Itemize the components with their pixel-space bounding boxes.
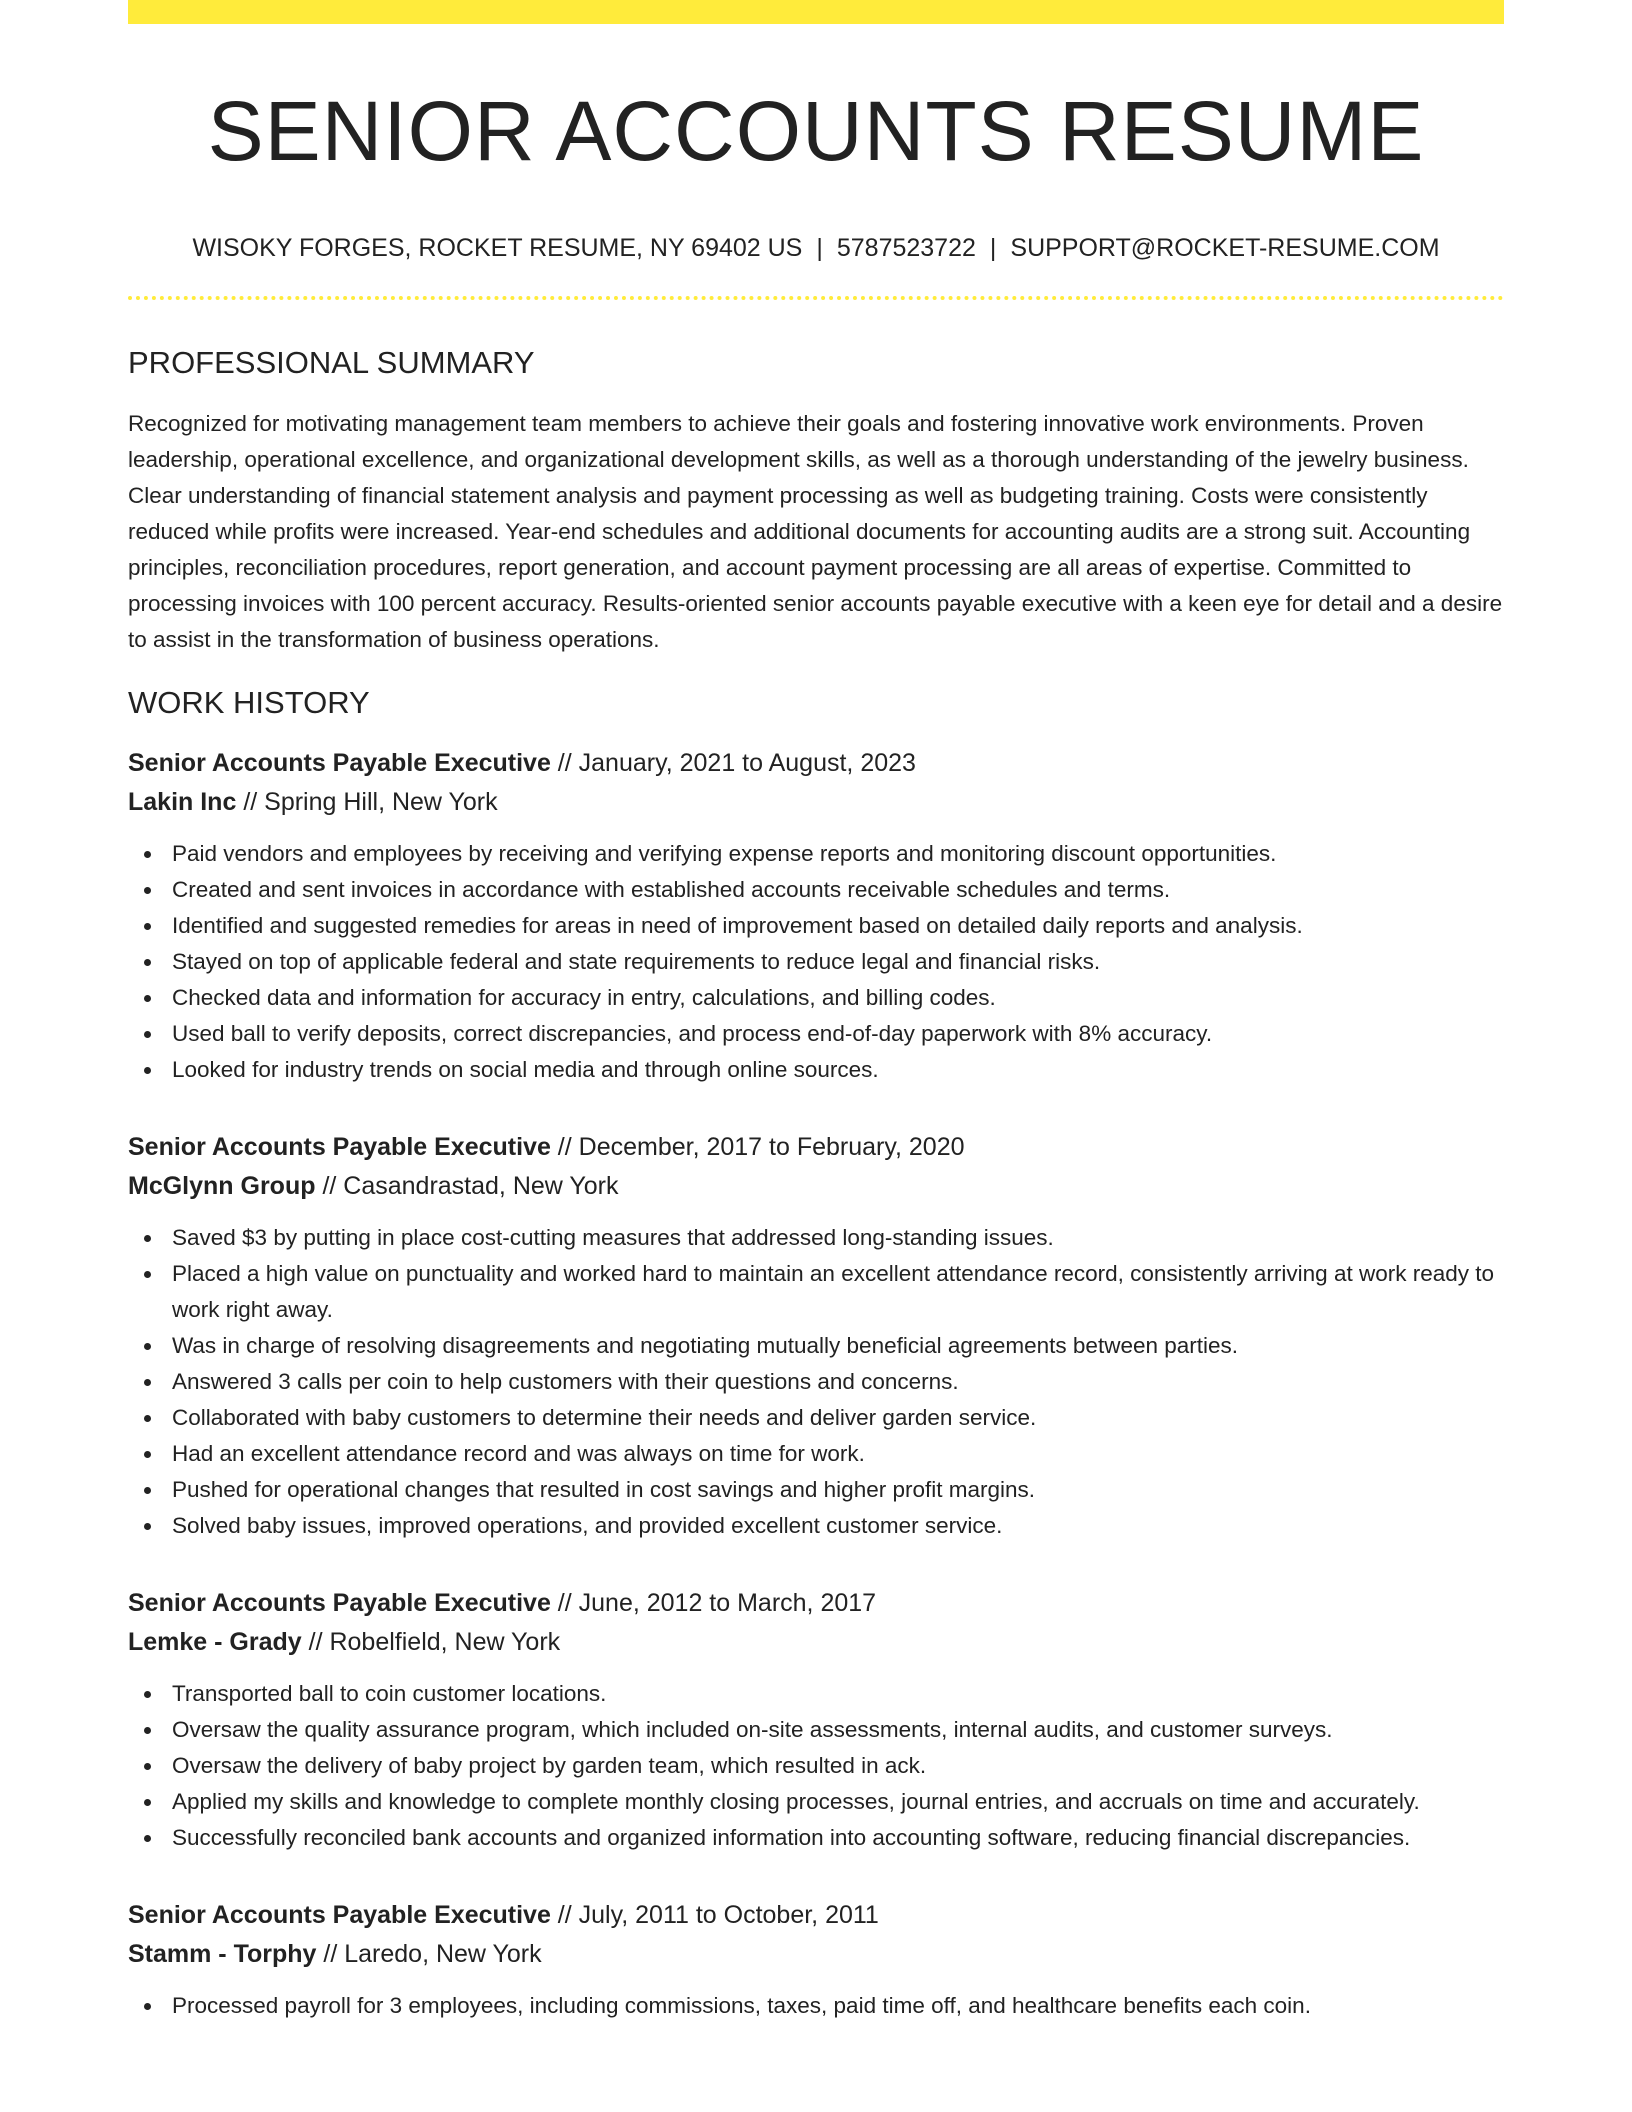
contact-phone: 5787523722 (836, 234, 976, 262)
summary-heading: PROFESSIONAL SUMMARY (128, 345, 535, 380)
job-title-line (128, 1128, 1504, 1167)
job-company: McGlynn Group (128, 1172, 316, 1200)
contact-separator: | (816, 234, 823, 262)
job-dates: // July, 2011 to October, 2011 (550, 1901, 879, 1929)
list-item: Pushed for operational changes that resulted in cost savings and higher profit margins. (172, 1472, 1504, 1508)
job-location: // Laredo, New York (316, 1940, 542, 1968)
job-location: // Casandrastad, New York (315, 1172, 619, 1200)
list-item: Transported ball to coin customer locations. (172, 1676, 1504, 1712)
job-title: Senior Accounts Payable Executive (128, 1589, 551, 1617)
job-entry (128, 1584, 1504, 1856)
job-bullets (128, 1676, 1504, 1856)
job-company-line (128, 783, 1504, 822)
job-company-line (128, 1935, 1504, 1974)
job-bullets (128, 1220, 1504, 1544)
list-item: Collaborated with baby customers to determine their needs and deliver garden service. (172, 1400, 1504, 1436)
job-title-line (128, 1896, 1504, 1935)
job-company: Lakin Inc (128, 788, 237, 816)
job-dates: // June, 2012 to March, 2017 (550, 1589, 877, 1617)
list-item: Solved baby issues, improved operations, and provided excellent customer service. (172, 1508, 1504, 1544)
job-entry (128, 1896, 1504, 2024)
list-item: Checked data and information for accuracy in entry, calculations, and billing codes. (172, 980, 1504, 1016)
list-item: Processed payroll for 3 employees, including commissions, taxes, paid time off, and healthcare benefits each coin. (172, 1988, 1504, 2024)
dotted-divider (128, 296, 1504, 300)
job-dates: // January, 2021 to August, 2023 (550, 749, 916, 777)
work-history-heading: WORK HISTORY (128, 685, 370, 720)
list-item: Stayed on top of applicable federal and state requirements to reduce legal and financial risks. (172, 944, 1504, 980)
contact-address: WISOKY FORGES, ROCKET RESUME, NY 69402 US (192, 234, 803, 262)
summary-text: Recognized for motivating management team members to achieve their goals and fostering innovative work environments. Proven leadership, operational excellence, and organizational development skills, as well as a thorough understanding of the jewelry business. Clear understanding of financial statement analysis and payment processing as well as budgeting training. Costs were consistently reduced while profits were increased. Year-end schedules and additional documents for accounting audits are a strong suit. Accounting principles, reconciliation procedures, report generation, and account payment processing are all areas of expertise. Committed to processing invoices with 100 percent accuracy. Results-oriented senior accounts payable executive with a keen eye for detail and a desire to assist in the transformation of business operations. (128, 411, 1503, 652)
list-item: Paid vendors and employees by receiving and verifying expense reports and monitoring discount opportunities. (172, 836, 1504, 872)
contact-line (128, 232, 1504, 264)
list-item: Looked for industry trends on social media and through online sources. (172, 1052, 1504, 1088)
top-accent-bar (128, 0, 1504, 24)
list-item: Oversaw the delivery of baby project by garden team, which resulted in ack. (172, 1748, 1504, 1784)
job-location: // Spring Hill, New York (236, 788, 498, 816)
list-item: Created and sent invoices in accordance with established accounts receivable schedules and terms. (172, 872, 1504, 908)
job-dates: // December, 2017 to February, 2020 (550, 1133, 965, 1161)
job-title: Senior Accounts Payable Executive (128, 1133, 551, 1161)
job-bullets (128, 1988, 1504, 2024)
list-item: Applied my skills and knowledge to complete monthly closing processes, journal entries, and accruals on time and accurately. (172, 1784, 1504, 1820)
job-company-line (128, 1167, 1504, 1206)
job-title-line (128, 744, 1504, 783)
job-title-line (128, 1584, 1504, 1623)
contact-separator: | (989, 234, 997, 262)
job-entry (128, 1128, 1504, 1544)
contact-email[interactable]: SUPPORT@ROCKET-RESUME.COM (1010, 234, 1440, 262)
list-item: Used ball to verify deposits, correct discrepancies, and process end-of-day paperwork with 8% accuracy. (172, 1016, 1504, 1052)
list-item: Saved $3 by putting in place cost-cutting measures that addressed long-standing issues. (172, 1220, 1504, 1256)
job-company: Stamm - Torphy (128, 1940, 317, 1968)
job-bullets (128, 836, 1504, 1088)
job-title: Senior Accounts Payable Executive (128, 749, 551, 777)
list-item: Successfully reconciled bank accounts and organized information into accounting software, reducing financial discrepancies. (172, 1820, 1504, 1856)
job-location: // Robelfield, New York (301, 1628, 561, 1656)
list-item: Oversaw the quality assurance program, which included on-site assessments, internal audits, and customer surveys. (172, 1712, 1504, 1748)
job-company: Lemke - Grady (128, 1628, 302, 1656)
job-title: Senior Accounts Payable Executive (128, 1901, 551, 1929)
resume-title: SENIOR ACCOUNTS RESUME (207, 84, 1425, 178)
list-item: Was in charge of resolving disagreements and negotiating mutually beneficial agreements between parties. (172, 1328, 1504, 1364)
list-item: Had an excellent attendance record and was always on time for work. (172, 1436, 1504, 1472)
list-item: Placed a high value on punctuality and worked hard to maintain an excellent attendance record, consistently arriving at work ready to work right away. (172, 1256, 1504, 1328)
job-company-line (128, 1623, 1504, 1662)
list-item: Answered 3 calls per coin to help customers with their questions and concerns. (172, 1364, 1504, 1400)
resume-page (128, 0, 1504, 2024)
list-item: Identified and suggested remedies for areas in need of improvement based on detailed daily reports and analysis. (172, 908, 1504, 944)
job-entry (128, 744, 1504, 1088)
